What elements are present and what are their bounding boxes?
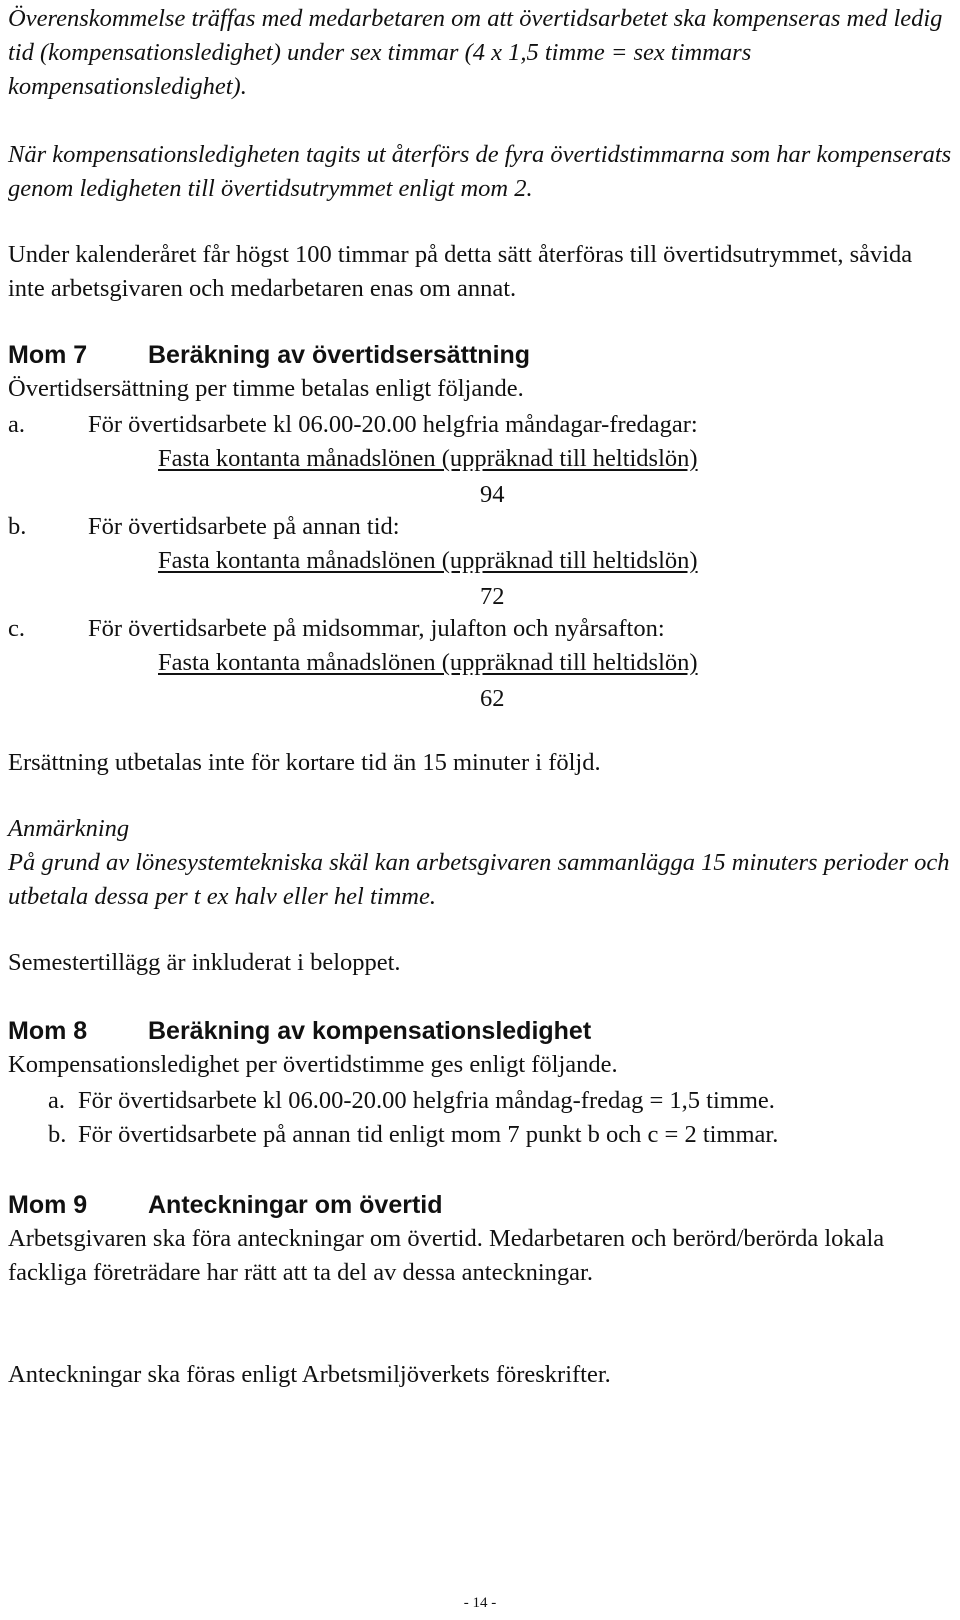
note-text: På grund av lönesystemtekniska skäl kan arbetsgivaren sammanlägga 15 minuters perioder och utbetala dessa per t ex halv eller hel timme.	[8, 849, 950, 910]
paragraph-holiday-pay: Semestertillägg är inkluderat i beloppet.	[8, 949, 401, 976]
section-number: Mom 7	[8, 341, 88, 369]
list-marker: b.	[8, 513, 27, 540]
list-marker: c.	[8, 615, 25, 642]
paragraph-records: Arbetsgivaren ska föra anteckningar om övertid. Medarbetaren och berörd/berörda lokala fackliga företrädare har rätt att ta del av dessa anteckningar.	[8, 1225, 885, 1286]
list-marker: a.	[8, 411, 25, 438]
paragraph-min-time: Ersättning utbetalas inte för kortare tid än 15 minuter i följd.	[8, 749, 601, 776]
fraction-numerator: Fasta kontanta månadslönen (uppräknad till heltidslön)	[158, 547, 698, 574]
section-title: Beräkning av kompensationsledighet	[148, 1017, 592, 1045]
list-item-text: För övertidsarbete kl 06.00-20.00 helgfria måndagar-fredagar:	[88, 411, 698, 438]
section-number: Mom 9	[8, 1191, 88, 1219]
list-marker: a.	[48, 1087, 65, 1114]
page-number: - 14 -	[463, 1595, 497, 1611]
mom7-intro: Övertidsersättning per timme betalas enligt följande.	[8, 375, 524, 402]
fraction-denominator: 94	[480, 481, 505, 508]
fraction-formula	[158, 646, 828, 716]
section-heading-mom8	[8, 1014, 952, 1048]
section-heading-mom7	[8, 338, 952, 372]
paragraph-return-hours: När kompensationsledigheten tagits ut återförs de fyra övertidstimmarna som har kompenserats genom ledigheten till övertidsutrymmet enligt mom 2.	[8, 141, 952, 202]
section-heading-mom9	[8, 1188, 952, 1222]
paragraph-yearly-limit: Under kalenderåret får högst 100 timmar på detta sätt återföras till övertidsutrymmet, såvida inte arbetsgivaren och medarbetaren enas om annat.	[8, 241, 913, 302]
paragraph-regulations: Anteckningar ska föras enligt Arbetsmiljöverkets föreskrifter.	[8, 1361, 611, 1388]
note-label: Anmärkning	[8, 815, 130, 842]
list-marker: b.	[48, 1121, 67, 1148]
list-item-text: För övertidsarbete på annan tid enligt mom 7 punkt b och c = 2 timmar.	[78, 1121, 779, 1148]
paragraph-compensation-agreement: Överenskommelse träffas med medarbetaren om att övertidsarbetet ska kompenseras med ledig tid (kompensationsledighet) under sex timmar (4 x 1,5 timme = sex timmars kompensationsledighet).	[8, 5, 943, 100]
mom8-intro: Kompensationsledighet per övertidstimme ges enligt följande.	[8, 1051, 618, 1078]
fraction-formula	[158, 442, 828, 512]
fraction-formula	[158, 544, 828, 614]
fraction-numerator: Fasta kontanta månadslönen (uppräknad till heltidslön)	[158, 649, 698, 676]
list-item-text: För övertidsarbete på midsommar, julafton och nyårsafton:	[88, 615, 665, 642]
fraction-denominator: 72	[480, 583, 505, 610]
fraction-denominator: 62	[480, 685, 505, 712]
section-number: Mom 8	[8, 1017, 88, 1045]
fraction-numerator: Fasta kontanta månadslönen (uppräknad till heltidslön)	[158, 445, 698, 472]
list-item-text: För övertidsarbete kl 06.00-20.00 helgfria måndag-fredag = 1,5 timme.	[78, 1087, 775, 1114]
section-title: Anteckningar om övertid	[148, 1191, 443, 1219]
section-title: Beräkning av övertidsersättning	[148, 341, 531, 369]
list-item-text: För övertidsarbete på annan tid:	[88, 513, 400, 540]
